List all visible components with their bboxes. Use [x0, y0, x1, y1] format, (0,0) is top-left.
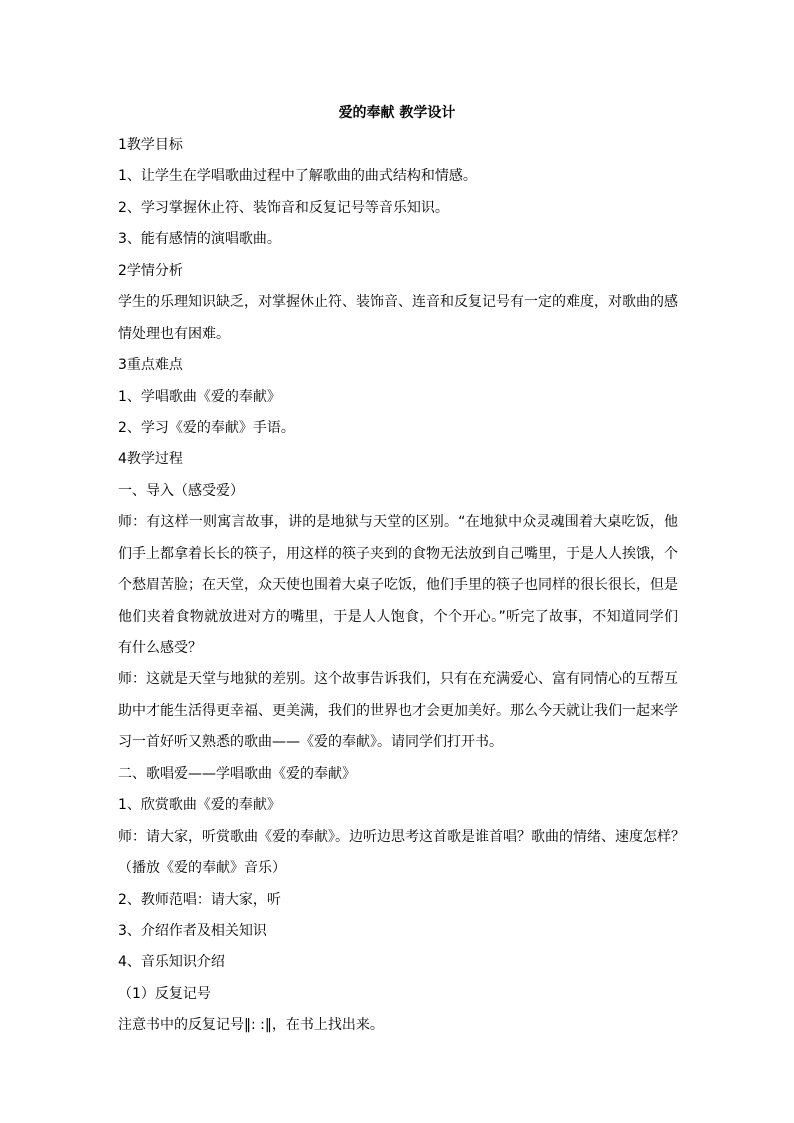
paragraph-line: 个愁眉苦脸；在天堂，众天使也围着大桌子吃饭，他们手里的筷子也同样的很长很长，但是 [118, 577, 678, 594]
paragraph-line: 注意书中的反复记号‖: :‖，在书上找出来。 [118, 1017, 384, 1034]
paragraph-line: 习一首好听又熟悉的歌曲——《爱的奉献》。请同学们打开书。 [118, 734, 503, 751]
paragraph-line: 1、欣赏歌曲《爱的奉献》 [118, 797, 281, 814]
paragraph-line: 2、学习《爱的奉献》手语。 [118, 419, 295, 436]
paragraph-line: 师：这就是天堂与地狱的差别。这个故事告诉我们，只有在充满爱心、富有同情心的互帮互 [118, 671, 678, 688]
paragraph-line: 师：有这样一则寓言故事，讲的是地狱与天堂的区别。“在地狱中众灵魂围着大桌吃饭，他 [118, 514, 678, 531]
paragraph-line: 他们夹着食物就放进对方的嘴里，于是人人饱食，个个开心。”听完了故事，不知道同学们 [118, 608, 678, 625]
section-heading-process: 4教学过程 [118, 451, 183, 468]
subsection-heading: 一、导入（感受爱） [118, 482, 244, 499]
paragraph-line: 助中才能生活得更幸福、更美满，我们的世界也才会更加美好。那么今天就让我们一起来学 [118, 702, 678, 719]
paragraph-line: 4、音乐知识介绍 [118, 954, 225, 971]
paragraph-line: 3、能有感情的演唱歌曲。 [118, 231, 281, 248]
paragraph-line: （1）反复记号 [118, 985, 211, 1002]
paragraph-line: 有什么感受？ [118, 640, 202, 656]
section-heading-objectives: 1教学目标 [118, 137, 183, 153]
paragraph-line: （播放《爱的奉献》音乐） [118, 860, 286, 877]
paragraph-line: 师：请大家，听赏歌曲《爱的奉献》。边听边思考这首歌是谁首唱？歌曲的情绪、速度怎样？ [118, 828, 685, 845]
paragraph-line: 2、教师范唱：请大家，听 [118, 891, 281, 908]
paragraph-line: 3、介绍作者及相关知识 [118, 922, 267, 939]
paragraph-line: 学生的乐理知识缺乏，对掌握休止符、装饰音、连音和反复记号有一定的难度，对歌曲的感 [118, 294, 678, 311]
paragraph-line: 们手上都拿着长长的筷子，用这样的筷子夹到的食物无法放到自己嘴里，于是人人挨饿，个 [118, 545, 678, 562]
section-heading-key-points: 3重点难点 [118, 357, 183, 374]
document-title: 爱的奉献 教学设计 [338, 105, 456, 121]
paragraph-line: 情处理也有困难。 [118, 325, 230, 342]
paragraph-line: 2、学习掌握休止符、装饰音和反复记号等音乐知识。 [118, 199, 449, 216]
paragraph-line: 1、让学生在学唱歌曲过程中了解歌曲的曲式结构和情感。 [118, 168, 477, 185]
subsection-heading: 二、歌唱爱——学唱歌曲《爱的奉献》 [118, 765, 356, 782]
section-heading-analysis: 2学情分析 [118, 262, 183, 279]
paragraph-line: 1、学唱歌曲《爱的奉献》 [118, 388, 281, 405]
document-body [118, 130, 685, 1042]
